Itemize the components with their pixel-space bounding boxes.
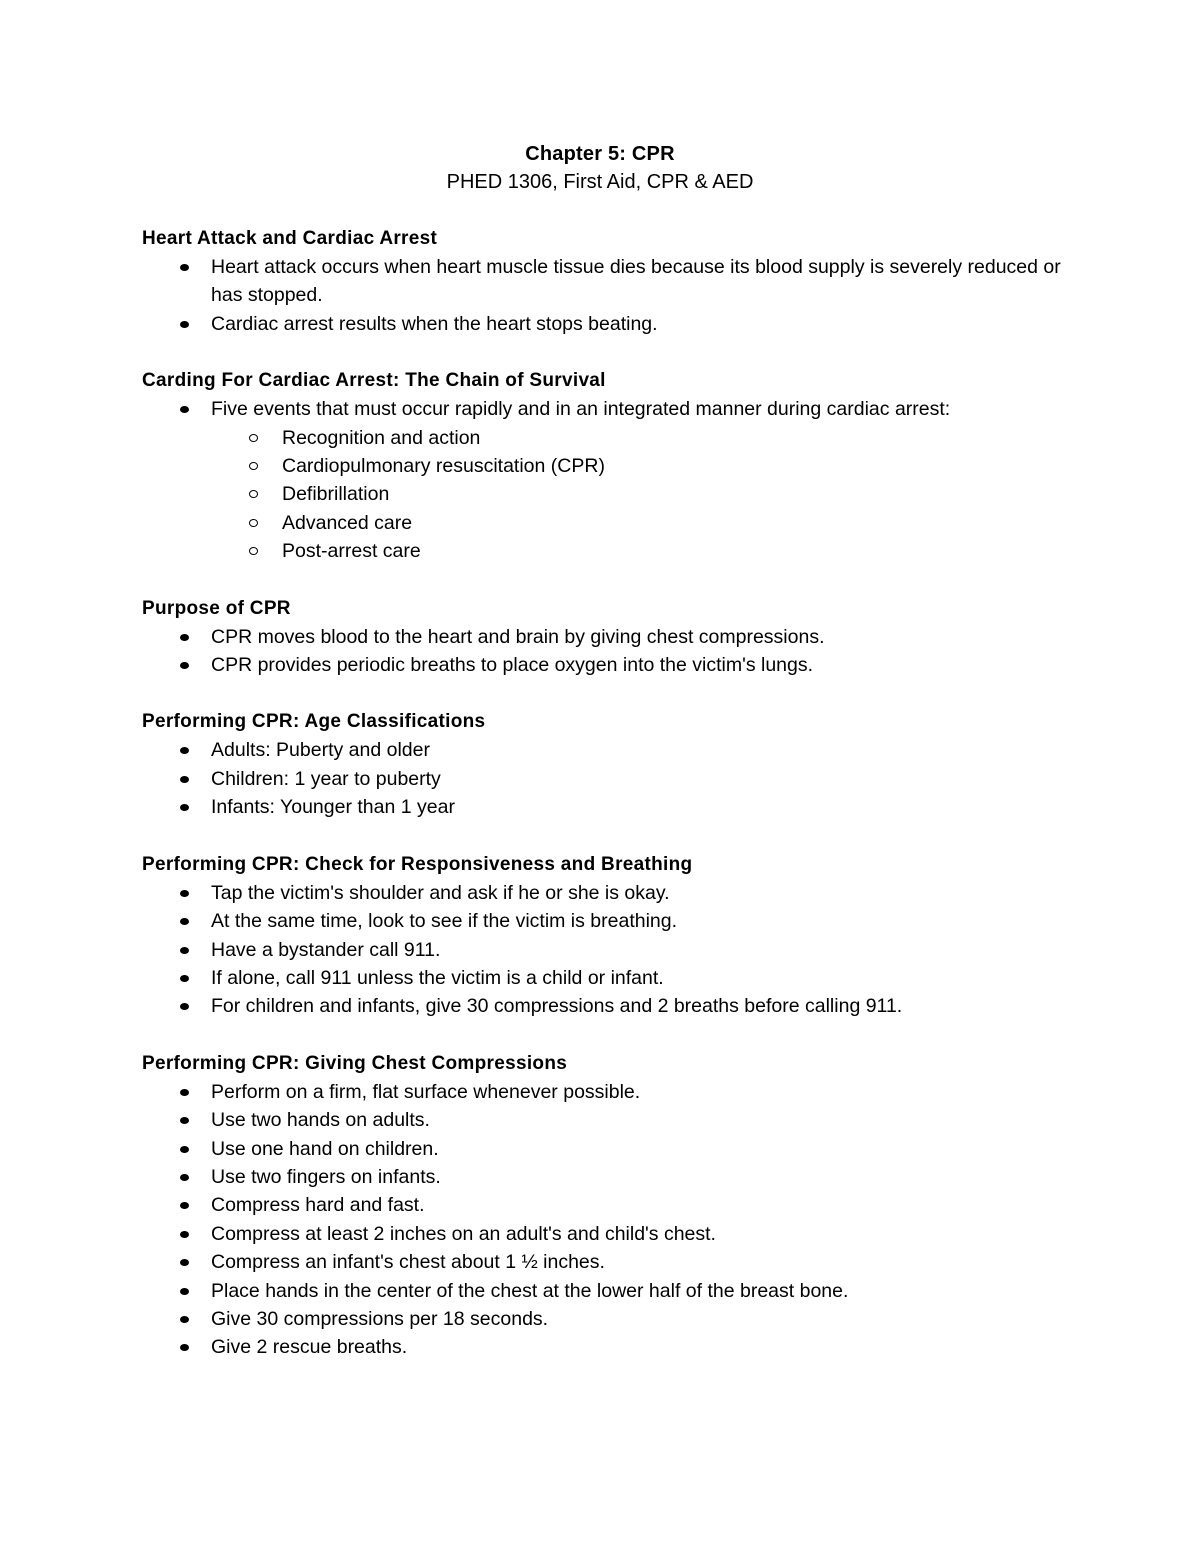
sub-list-item-text: Recognition and action — [282, 426, 481, 449]
list-item — [142, 1078, 1062, 1106]
sub-list-item-text: Advanced care — [282, 511, 413, 534]
bullet-dot-icon — [180, 264, 189, 271]
document-subtitle: PHED 1306, First Aid, CPR & AED — [446, 171, 754, 193]
bullet-dot-icon — [180, 634, 189, 641]
list-item-text: Perform on a firm, flat surface whenever possible. — [211, 1080, 641, 1103]
list-item-text: For children and infants, give 30 compressions and 2 breaths before calling 911. — [211, 995, 903, 1018]
list-item-text: Compress at least 2 inches on an adult's and child's chest. — [211, 1222, 716, 1245]
bullet-dot-icon — [180, 321, 189, 328]
bullet-dot-icon — [180, 1003, 189, 1010]
list-item-text: CPR moves blood to the heart and brain by giving chest compressions. — [211, 625, 825, 648]
hollow-circle-bullet-icon — [249, 547, 258, 555]
hollow-circle-bullet-icon — [249, 490, 258, 498]
sub-list-item — [211, 537, 1062, 565]
section — [142, 851, 1062, 1021]
bullet-list — [142, 253, 1062, 338]
bullet-dot-icon — [180, 1316, 189, 1323]
bullet-dot-icon — [180, 890, 189, 897]
list-item-text: Use two hands on adults. — [211, 1109, 430, 1132]
sub-list-item-text: Cardiopulmonary resuscitation (CPR) — [282, 455, 605, 478]
bullet-dot-icon — [180, 947, 189, 954]
bullet-list — [142, 395, 1062, 565]
bullet-dot-icon — [180, 747, 189, 754]
list-item — [142, 765, 1062, 793]
bullet-dot-icon — [180, 1117, 189, 1124]
section-heading: Performing CPR: Age Classifications — [142, 711, 486, 733]
bullet-dot-icon — [180, 1146, 189, 1153]
section-heading: Purpose of CPR — [142, 597, 291, 619]
section — [142, 225, 1062, 338]
bullet-dot-icon — [180, 1344, 189, 1351]
list-item-text: Compress hard and fast. — [211, 1194, 425, 1217]
sub-list-item — [211, 424, 1062, 452]
list-item-text: If alone, call 911 unless the victim is a child or infant. — [211, 966, 664, 989]
sub-list-item — [211, 509, 1062, 537]
list-item — [142, 1191, 1062, 1219]
list-item — [142, 1135, 1062, 1163]
section — [142, 708, 1062, 821]
bullet-dot-icon — [180, 975, 189, 982]
list-item — [142, 395, 1062, 565]
list-item-text: Infants: Younger than 1 year — [211, 796, 455, 819]
bullet-dot-icon — [180, 1288, 189, 1295]
list-item — [142, 1305, 1062, 1333]
bullet-list — [142, 736, 1062, 821]
bullet-list — [142, 879, 1062, 1021]
bullet-dot-icon — [180, 406, 189, 413]
list-item — [142, 1106, 1062, 1134]
document-body — [142, 225, 1062, 1362]
sub-list-item-text: Post-arrest care — [282, 540, 421, 563]
list-item-text: Five events that must occur rapidly and in an integrated manner during cardiac arrest: — [211, 398, 951, 421]
section — [142, 1050, 1062, 1362]
section-heading: Heart Attack and Cardiac Arrest — [142, 228, 438, 249]
list-item — [142, 907, 1062, 935]
list-item — [142, 253, 1062, 310]
list-item — [142, 651, 1062, 679]
list-item-text: Give 30 compressions per 18 seconds. — [211, 1307, 549, 1330]
bullet-dot-icon — [180, 1259, 189, 1266]
bullet-dot-icon — [180, 804, 189, 811]
list-item-text: At the same time, look to see if the victim is breathing. — [211, 910, 678, 933]
list-item-text: Cardiac arrest results when the heart stops beating. — [211, 312, 658, 335]
section — [142, 595, 1062, 680]
list-item — [142, 1163, 1062, 1191]
list-item-text: Compress an infant's chest about 1 ½ inches. — [211, 1251, 605, 1274]
list-item-text: Children: 1 year to puberty — [211, 767, 441, 790]
document-header — [0, 140, 1200, 196]
bullet-dot-icon — [180, 662, 189, 669]
list-item-text: CPR provides periodic breaths to place oxygen into the victim's lungs. — [211, 654, 814, 677]
section-heading: Carding For Cardiac Arrest: The Chain of Survival — [142, 370, 606, 392]
list-item — [142, 992, 1062, 1020]
hollow-circle-bullet-icon — [249, 434, 258, 442]
list-item — [142, 736, 1062, 764]
bullet-list — [142, 623, 1062, 680]
document-page — [142, 140, 1062, 1391]
list-item-text: Heart attack occurs when heart muscle tissue dies because its blood supply is severely reduced or has stopped. — [211, 256, 1061, 307]
list-item-text: Adults: Puberty and older — [211, 739, 430, 762]
list-item — [142, 1248, 1062, 1276]
section — [142, 367, 1062, 565]
list-item — [142, 1333, 1062, 1361]
list-item-text: Tap the victim's shoulder and ask if he or she is okay. — [211, 881, 670, 904]
list-item — [142, 964, 1062, 992]
bullet-dot-icon — [180, 918, 189, 925]
sub-list-item — [211, 480, 1062, 508]
list-item — [142, 1220, 1062, 1248]
bullet-dot-icon — [180, 1089, 189, 1096]
list-item — [142, 936, 1062, 964]
list-item-text: Have a bystander call 911. — [211, 938, 441, 961]
list-item-text: Place hands in the center of the chest at the lower half of the breast bone. — [211, 1279, 849, 1302]
bullet-dot-icon — [180, 776, 189, 783]
bullet-dot-icon — [180, 1202, 189, 1209]
list-item — [142, 1277, 1062, 1305]
bullet-dot-icon — [180, 1231, 189, 1238]
hollow-circle-bullet-icon — [249, 519, 258, 527]
sub-bullet-list — [211, 424, 1062, 566]
list-item — [142, 793, 1062, 821]
document-title: Chapter 5: CPR — [525, 143, 675, 165]
sub-list-item — [211, 452, 1062, 480]
list-item — [142, 879, 1062, 907]
bullet-list — [142, 1078, 1062, 1362]
list-item-text: Give 2 rescue breaths. — [211, 1336, 408, 1359]
section-heading: Performing CPR: Giving Chest Compressions — [142, 1052, 568, 1074]
section-heading: Performing CPR: Check for Responsiveness and Breathing — [142, 853, 693, 875]
list-item — [142, 623, 1062, 651]
sub-list-item-text: Defibrillation — [282, 483, 390, 506]
hollow-circle-bullet-icon — [249, 462, 258, 470]
list-item-text: Use two fingers on infants. — [211, 1165, 441, 1188]
bullet-dot-icon — [180, 1174, 189, 1181]
list-item — [142, 310, 1062, 338]
list-item-text: Use one hand on children. — [211, 1137, 439, 1160]
